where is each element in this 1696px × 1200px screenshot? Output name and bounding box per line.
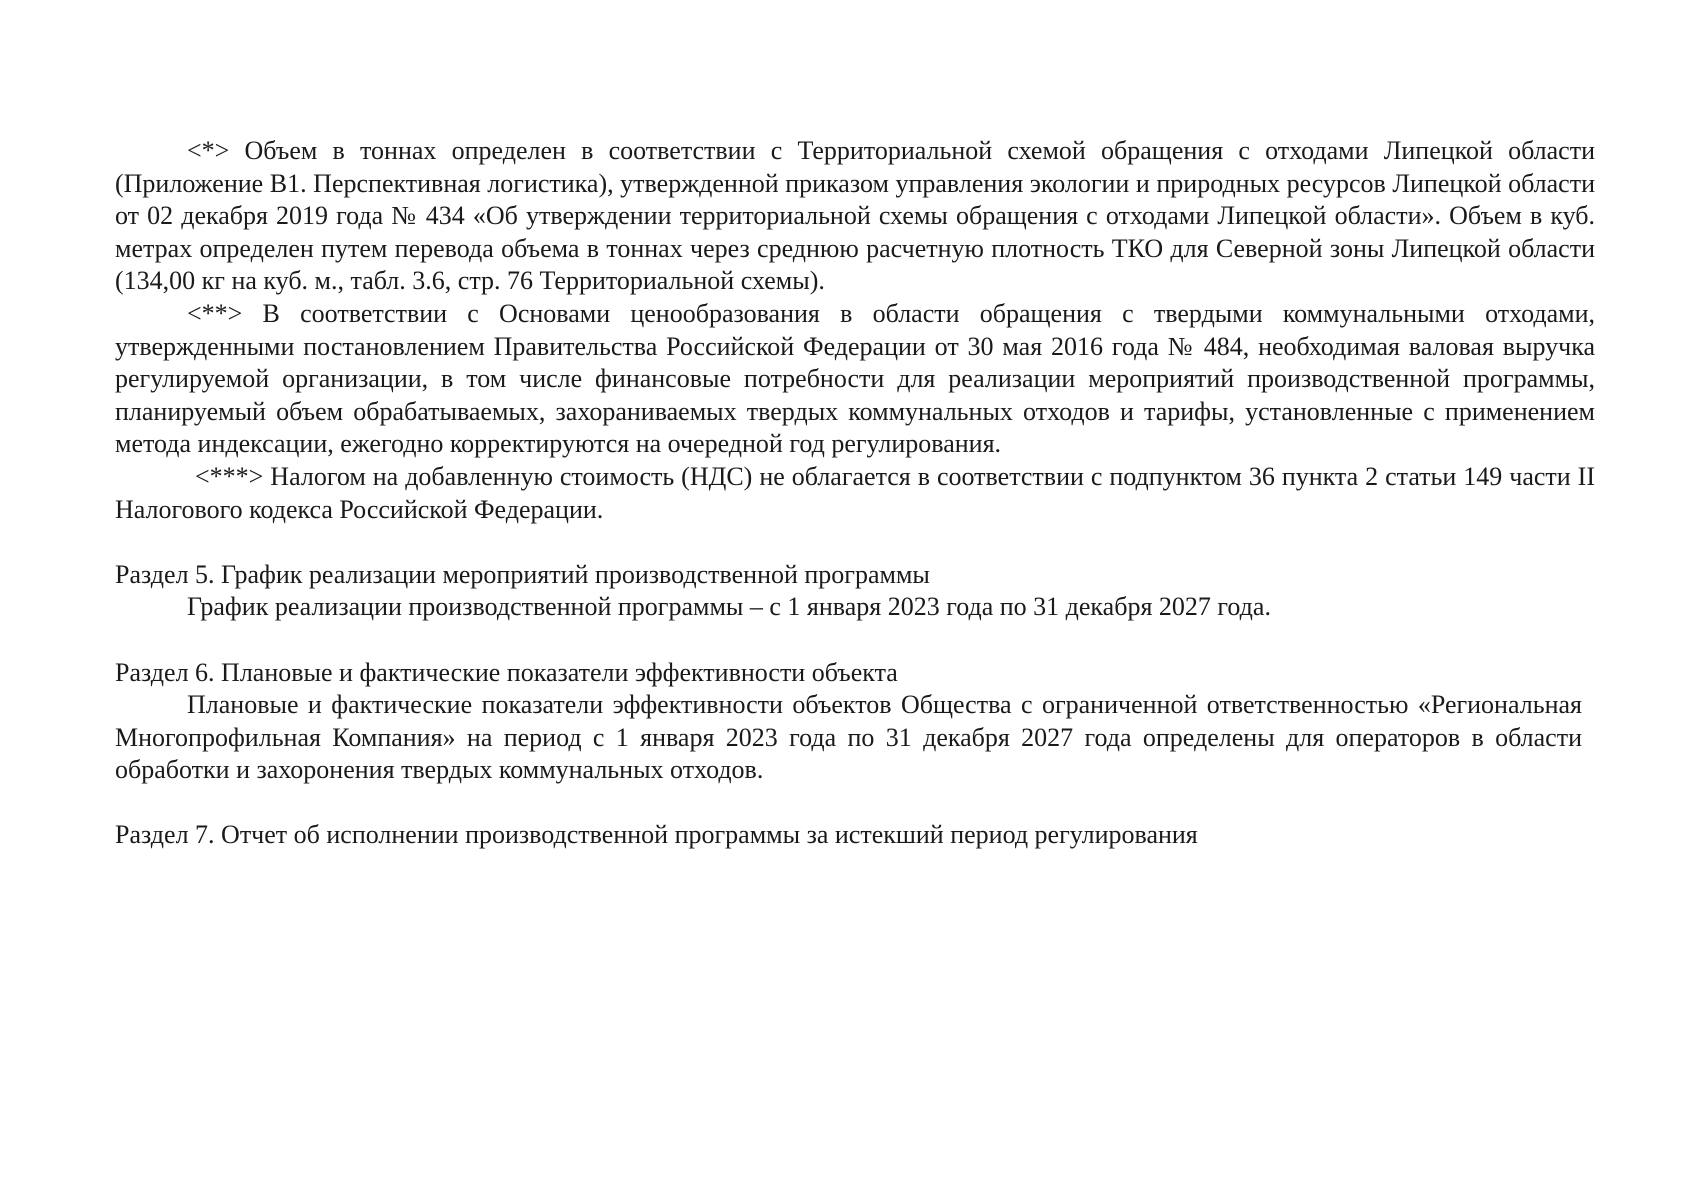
footnote-1: <*> Объем в тоннах определен в соответствии с Территориальной схемой обращения с отходами Липецкой области (Приложение В1. Перспективная логистика), утвержденной приказом управления экологии и природных ресурсов Липецкой области от 02 декабря 2019 года № 434 «Об утверждении территориальной схемы обращения с отходами Липецкой области». Объем в куб. метрах определен путем перевода объема в тоннах через среднюю расчетную плотность ТКО для Северной зоны Липецкой области (134,00 кг на куб. м., табл. 3.6, стр. 76 Территориальной схемы). [115,136,1595,296]
section-6-title: Раздел 6. Плановые и фактические показатели эффективности объекта [115,657,898,687]
section-7-title: Раздел 7. Отчет об исполнении производственной программы за истекший период регулирования [115,820,1198,850]
footnote-3: <***> Налогом на добавленную стоимость (НДС) не облагается в соответствии с подпунктом 36 пункта 2 статьи 149 части II Налогового кодекса Российской Федерации. [115,461,1595,524]
document-page [115,135,1595,852]
section-6-text: Плановые и фактические показатели эффективности объектов Общества с ограниченной ответственностью «Региональная Многопрофильная Компания» на период с 1 января 2023 года по 31 декабря 2027 года определены для операторов в области обработки и захоронения твердых коммунальных отходов. [115,690,1582,785]
section-5-title: Раздел 5. График реализации мероприятий производственной программы [115,559,930,589]
footnote-2: <**> В соответствии с Основами ценообразования в области обращения с твердыми коммунальными отходами, утвержденными постановлением Правительства Российской Федерации от 30 мая 2016 года № 484, необходимая валовая выручка регулируемой организации, в том числе финансовые потребности для реализации мероприятий производственной программы, планируемый объем обрабатываемых, захораниваемых твердых коммунальных отходов и тарифы, установленные с применением метода индексации, ежегодно корректируются на очередной год регулирования. [115,298,1595,459]
section-5-text: График реализации производственной программы – с 1 января 2023 года по 31 декабря 2027 года. [187,592,1271,622]
